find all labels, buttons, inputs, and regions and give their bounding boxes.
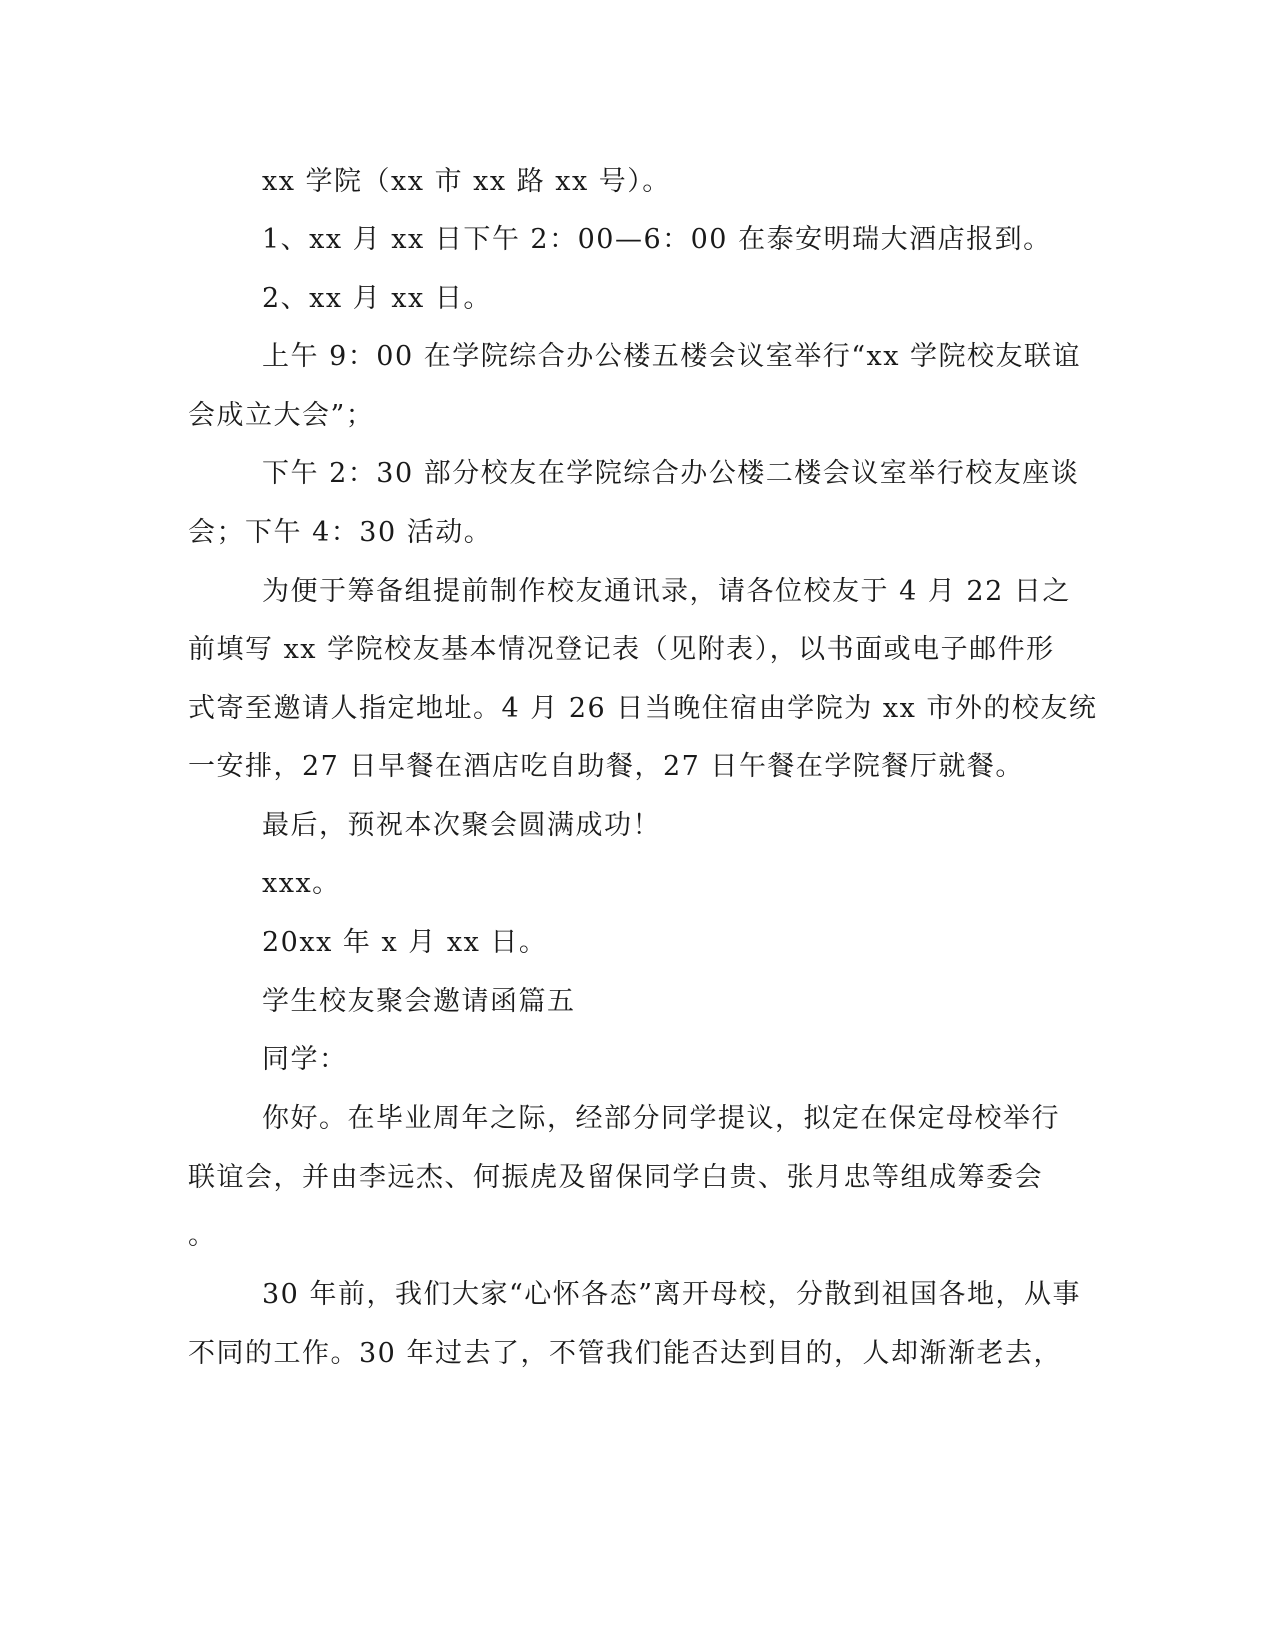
text-line: 会；下午 4：30 活动。 — [188, 517, 493, 548]
salutation: 同学： — [262, 1044, 348, 1075]
text-line: 联谊会，并由李远杰、何振虎及留保同学白贵、张月忠等组成筹委会 — [188, 1162, 1043, 1193]
text-line: 30 年前，我们大家“心怀各态”离开母校，分散到祖国各地，从事 — [262, 1279, 1082, 1310]
text-line: 为便于筹备组提前制作校友通讯录，请各位校友于 4 月 22 日之 — [262, 576, 1071, 607]
text-line: 一安排，27 日早餐在酒店吃自助餐，27 日午餐在学院餐厅就餐。 — [188, 751, 1024, 782]
section-heading: 学生校友聚会邀请函篇五 — [262, 986, 576, 1017]
text-line: xxx。 — [262, 868, 341, 899]
text-line: 不同的工作。30 年过去了，不管我们能否达到目的，人却渐渐老去， — [188, 1338, 1062, 1369]
text-line: 会成立大会”； — [188, 400, 375, 431]
text-line: 式寄至邀请人指定地址。4 月 26 日当晚住宿由学院为 xx 市外的校友统 — [188, 693, 1098, 724]
text-line: 上午 9：00 在学院综合办公楼五楼会议室举行“xx 学院校友联谊 — [262, 341, 1082, 372]
text-line: 最后，预祝本次聚会圆满成功！ — [262, 810, 661, 841]
text-line: 1、xx 月 xx 日下午 2：00—6：00 在泰安明瑞大酒店报到。 — [262, 224, 1052, 255]
text-line: 。 — [188, 1220, 217, 1251]
text-line: 你好。在毕业周年之际，经部分同学提议，拟定在保定母校举行 — [262, 1103, 1060, 1134]
text-line: xx 学院（xx 市 xx 路 xx 号）。 — [262, 166, 671, 197]
text-line: 前填写 xx 学院校友基本情况登记表（见附表），以书面或电子邮件形 — [188, 634, 1055, 665]
text-line: 2、xx 月 xx 日。 — [262, 283, 492, 314]
text-line: 下午 2：30 部分校友在学院综合办公楼二楼会议室举行校友座谈 — [262, 458, 1080, 489]
text-line: 20xx 年 x 月 xx 日。 — [262, 927, 548, 958]
